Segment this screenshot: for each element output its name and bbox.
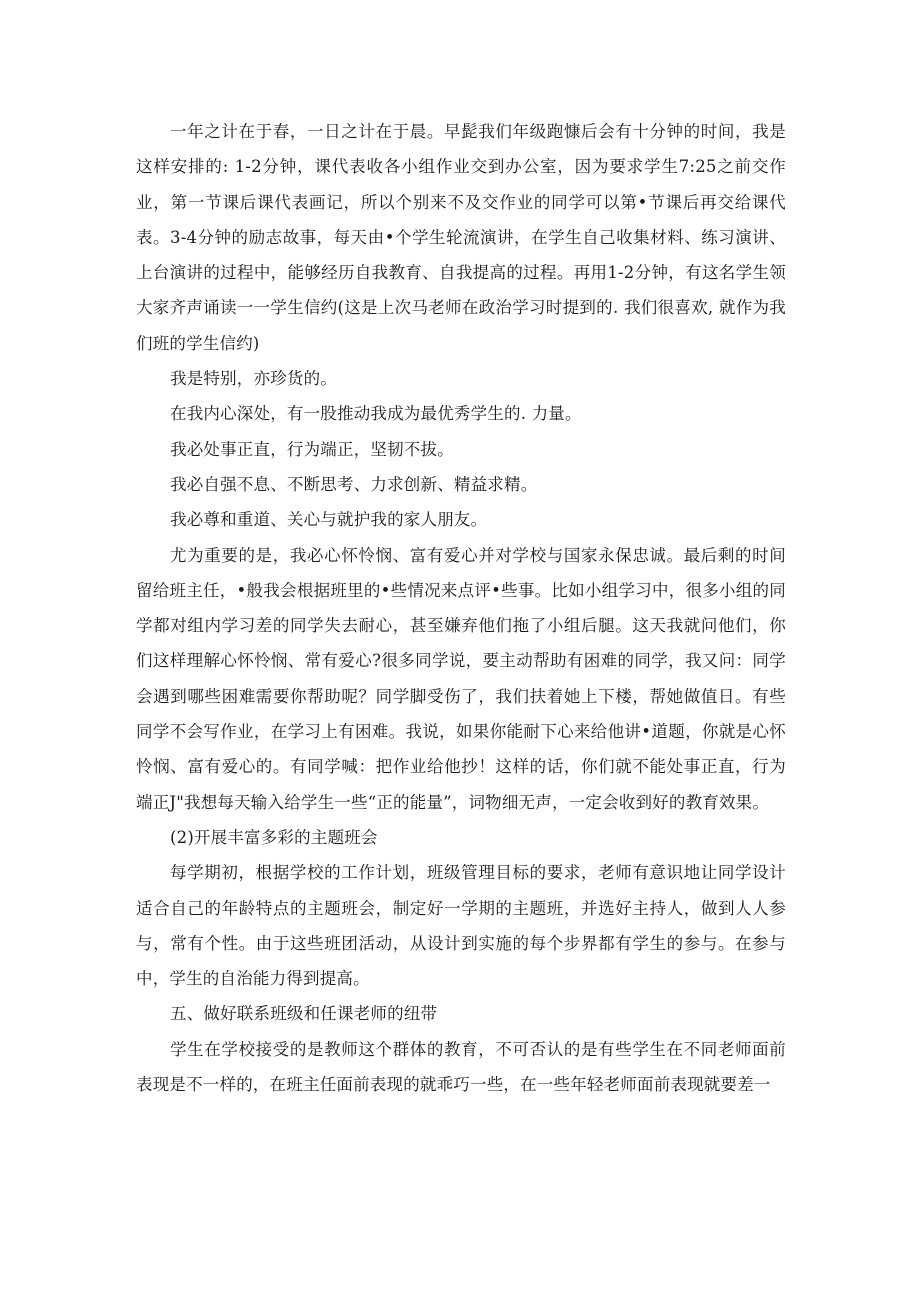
document-body [136,114,786,1102]
paragraph-class-meetings: 每学期初，根据学校的工作计划，班级管理目标的要求，老师有意识地让同学设计适合自己的年龄特点的主题班会，制定好一学期的主题班，并选好主持人，做到人人参与，常有个性。由于这些班团活动，从设计到实施的每个步界都有学生的参与。在参与中，学生的自治能力得到提高。 [136,863,786,989]
pledge-line-5: 我必尊和重道、关心与就护我的家人朋友。 [170,510,488,530]
pledge-line-1: 我是特别，亦珍货的。 [170,369,337,389]
paragraph-teacher-link: 学生在学校接受的是教师这个群体的教育，不可否认的是有些学生在不同老师面前表现是不一样的，在班主任面前表现的就乖巧一些，在一些年轻老师面前表现就要差一 [136,1039,786,1095]
pledge-line-3: 我必处事正直，行为端正，坚韧不拔。 [170,439,454,459]
pledge-line-4: 我必自强不息、不断思考、力求创新、精益求精。 [170,474,538,494]
section-heading-class-meetings: (2)开展丰富多彩的主题班会 [170,827,378,847]
paragraph-morning-routine: 一年之计在于春，一日之计在于晨。早髭我们年级跑慷后会有十分钟的时间，我是这样安排的: 1-2分钟，课代表收各小组作业交到办公室，因为要求学生7:25之前交作业，第一节课后课代表画记，所以个别来不及交作业的同学可以第•节课后再交给课代表。3-4分钟的励志故事，每天由•个学生轮流演讲，在学生自己收集材料、练习演讲、上台演讲的过程中，能够经历自我教育、自我提高的过程。再用1-2分钟，有这名学生领大家齐声诵读一一学生信约(这是上次马老师在政治学习时提到的. 我们很喜欢, 就作为我们班的学生信约) [136,122,786,353]
section-heading-teacher-link: 五、做好联系班级和任课老师的纽带 [170,1004,438,1024]
paragraph-compassion: 尤为重要的是，我必心怀怜悯、富有爱心并对学校与国家永保忠诚。最后剩的时间留给班主任，•般我会根据班里的•些情况来点评•些事。比如小组学习中，很多小组的同学都对组内学习差的同学失去耐心，甚至嫌弃他们拖了小组后腿。这天我就问他们，你们这样理解心怀怜悯、常有爱心?很多同学说，要主动帮助有困难的同学，我又问：同学会遇到哪些困难需要你帮助呢？同学脚受伤了，我们扶着她上下楼，帮她做值日。有些同学不会写作业，在学习上有困难。我说，如果你能耐下心来给他讲•道题，你就是心怀怜悯、富有爱心的。有同学喊：把作业给他抄！这样的话，你们就不能处事正直，行为端正J"我想每天输入给学生一些“正的能量”，词物细无声，一定会收到好的教育效果。 [136,545,786,812]
pledge-line-2: 在我内心深处，有一股推动我成为最优秀学生的. 力量。 [170,404,582,424]
